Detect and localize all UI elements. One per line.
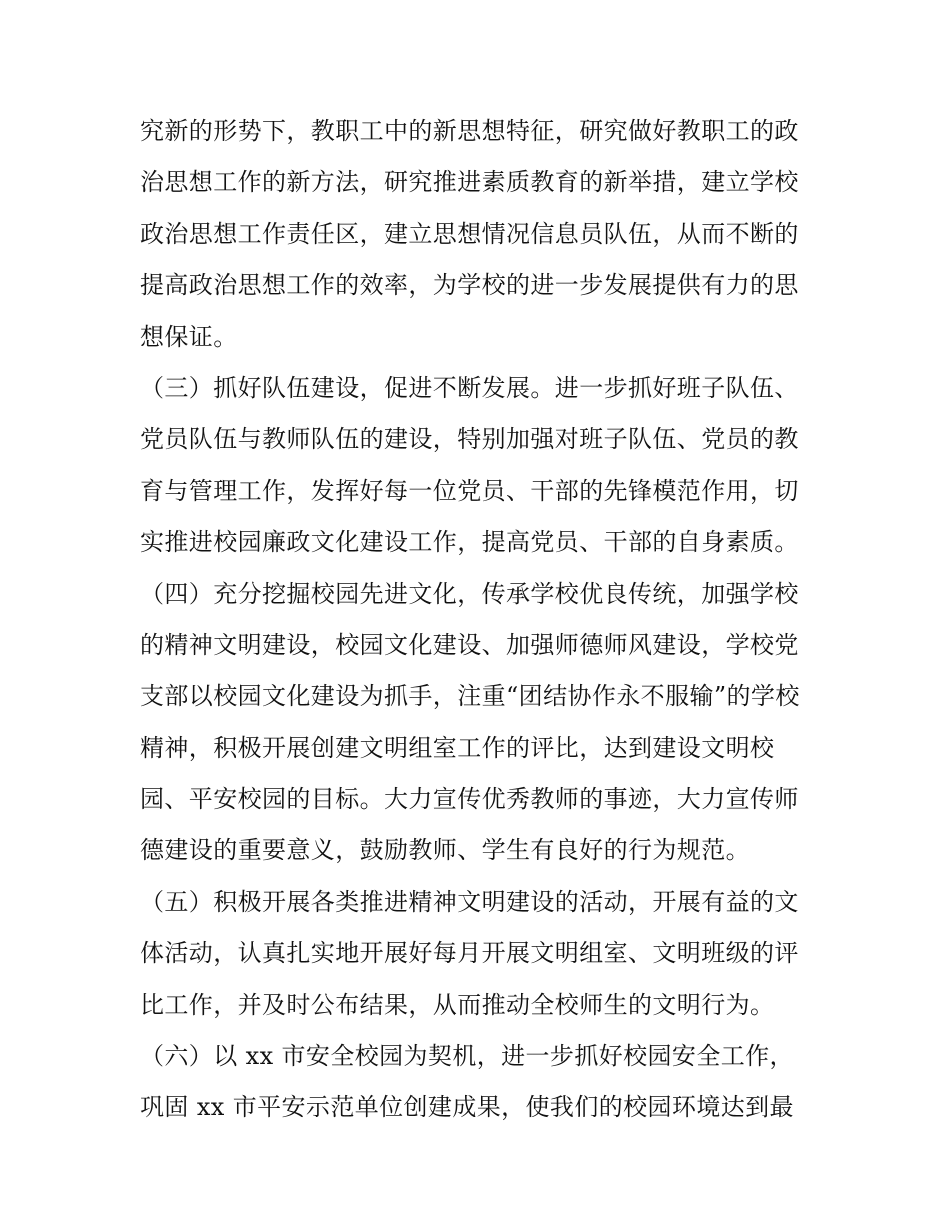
text-line: 巩固 xx 市平安示范单位创建成果，使我们的校园环境达到最 [140, 1093, 794, 1122]
text-line: 想保证。 [140, 322, 238, 351]
text-line: 园、平安校园的目标。大力宣传优秀教师的事迹，大力宣传师 [140, 785, 799, 814]
text-line: 育与管理工作，发挥好每一位党员、干部的先锋模范作用，切 [140, 476, 799, 505]
text-line: （六）以 xx 市安全校园为契机，进一步抓好校园安全工作， [140, 1042, 794, 1071]
text-line: 提高政治思想工作的效率，为学校的进一步发展提供有力的思 [140, 271, 799, 300]
text-line: （三）抓好队伍建设，促进不断发展。进一步抓好班子队伍、 [140, 373, 799, 402]
text-line: 党员队伍与教师队伍的建设，特别加强对班子队伍、党员的教 [140, 425, 799, 454]
text-line: （五）积极开展各类推进精神文明建设的活动，开展有益的文 [140, 887, 799, 916]
text-line: 精神，积极开展创建文明组室工作的评比，达到建设文明校 [140, 733, 775, 762]
text-line: 实推进校园廉政文化建设工作，提高党员、干部的自身素质。 [140, 528, 799, 557]
text-line: 德建设的重要意义，鼓励教师、学生有良好的行为规范。 [140, 836, 750, 865]
text-line: 的精神文明建设，校园文化建设、加强师德师风建设，学校党 [140, 630, 799, 659]
text-line: 治思想工作的新方法，研究推进素质教育的新举措，建立学校 [140, 168, 799, 197]
document-body [140, 106, 820, 1134]
text-line: 究新的形势下，教职工中的新思想特征，研究做好教职工的政 [140, 117, 799, 145]
text-line: 体活动，认真扎实地开展好每月开展文明组室、文明班级的评 [140, 939, 799, 968]
text-line: 政治思想工作责任区，建立思想情况信息员队伍，从而不断的 [140, 219, 799, 248]
text-line: 比工作，并及时公布结果，从而推动全校师生的文明行为。 [140, 990, 775, 1019]
text-line: 支部以校园文化建设为抓手，注重“团结协作永不服输”的学校 [140, 682, 800, 711]
text-line: （四）充分挖掘校园先进文化，传承学校优良传统，加强学校 [140, 579, 799, 608]
